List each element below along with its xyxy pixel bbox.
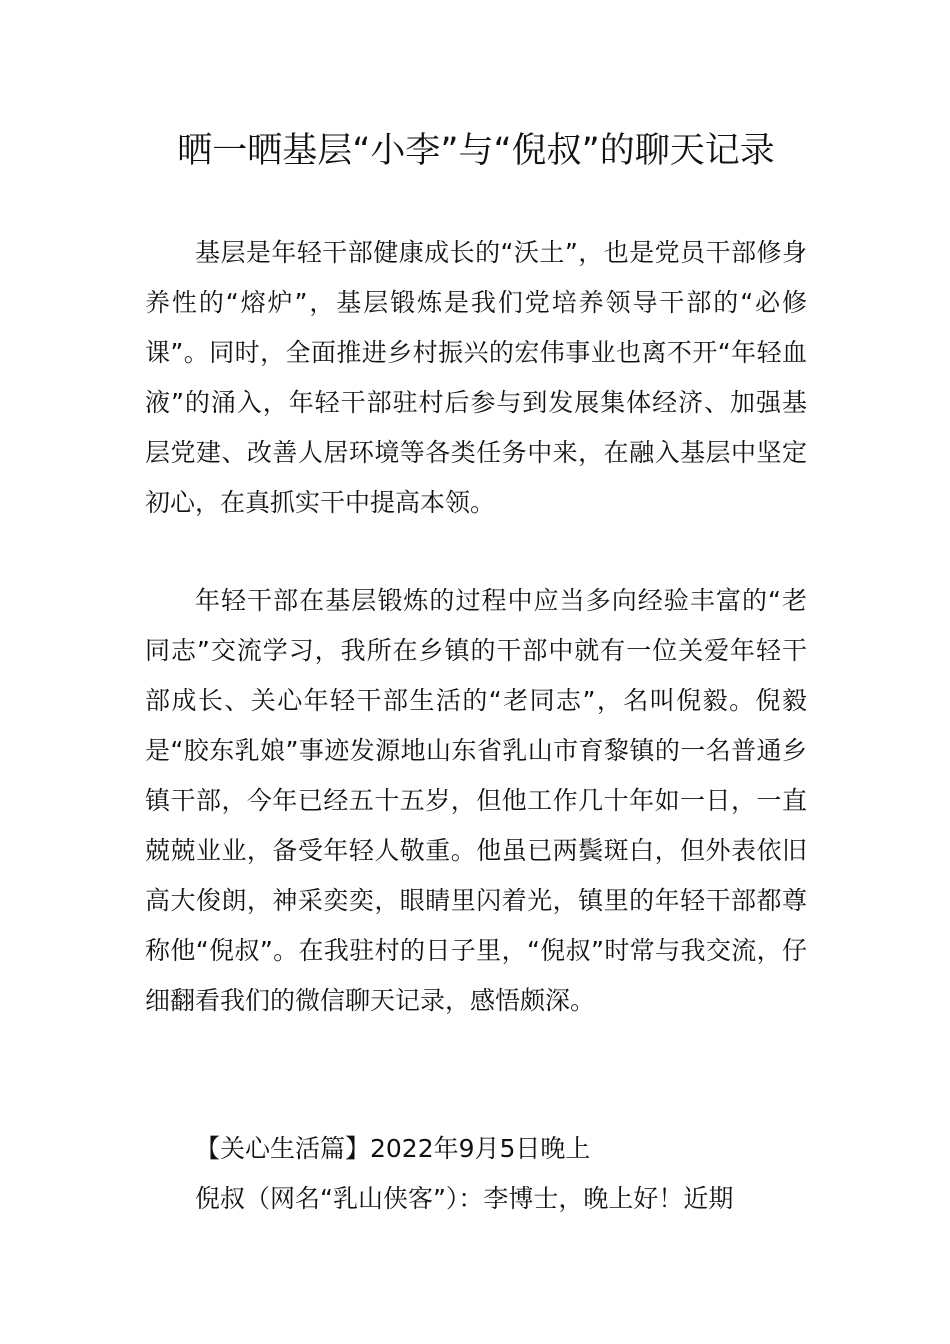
chat-message-start: 倪叔（网名“乳山侠客”）：李博士，晚上好！近期 [195, 1184, 734, 1213]
paragraph-intro: 基层是年轻干部健康成长的“沃土”，也是党员干部修身养性的“熔炉”，基层锻炼是我们党培养领导干部的“必修课”。同时，全面推进乡村振兴的宏伟事业也离不开“年轻血液”的涌入，年轻干部驻村后参与到发展集体经济、加强基层党建、改善人居环境等各类任务中来，在融入基层中坚定初心，在真抓实干中提高本领。 [145, 238, 807, 517]
section-heading-life-care: 【关心生活篇】2022年9月5日晚上 [195, 1134, 591, 1163]
document-title: 晒一晒基层“小李”与“倪叔”的聊天记录 [177, 131, 775, 171]
paragraph-old-comrade: 年轻干部在基层锻炼的过程中应当多向经验丰富的“老同志”交流学习，我所在乡镇的干部中就有一位关爱年轻干部成长、关心年轻干部生活的“老同志”，名叫倪毅。倪毅是“胶东乳娘”事迹发源地山东省乳山市育黎镇的一名普通乡镇干部，今年已经五十五岁，但他工作几十年如一日，一直兢兢业业，备受年轻人敬重。他虽已两鬓斑白，但外表依旧高大俊朗，神采奕奕，眼睛里闪着光，镇里的年轻干部都尊称他“倪叔”。在我驻村的日子里，“倪叔”时常与我交流，仔细翻看我们的微信聊天记录，感悟颇深。 [145, 586, 807, 1015]
